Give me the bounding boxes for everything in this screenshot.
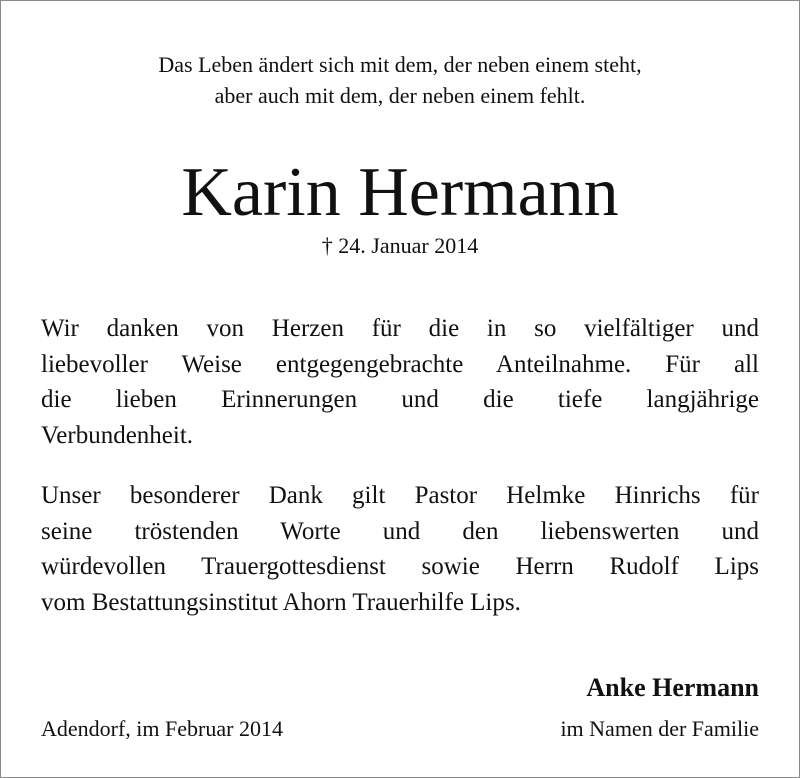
signer-name: Anke Hermann: [586, 673, 759, 702]
paragraph-line: seine tröstenden Worte und den liebenswerten und: [41, 517, 759, 545]
paragraph-line: würdevollen Trauergottesdienst sowie Herrn Rudolf Lips: [41, 553, 759, 580]
paragraph-line: Verbundenheit.: [41, 421, 194, 449]
on-behalf-of-family: im Namen der Familie: [560, 716, 759, 741]
death-date: † 24. Januar 2014: [321, 233, 479, 258]
place-and-date: Adendorf, im Februar 2014: [41, 716, 283, 741]
paragraph-line: vom Bestattungsinstitut Ahorn Trauerhilfe Lips.: [41, 588, 521, 616]
paragraph-line: liebevoller Weise entgegengebrachte Anteilnahme. Für all: [41, 350, 759, 378]
thanks-paragraph: [41, 311, 759, 453]
paragraph-line: Unser besonderer Dank gilt Pastor Helmke Hinrichs für: [41, 482, 759, 509]
special-thanks-paragraph: [41, 478, 759, 620]
motto-line-2: aber auch mit dem, der neben einem fehlt.: [214, 83, 586, 108]
deceased-name: Karin Hermann: [181, 154, 619, 231]
motto-line-1: Das Leben ändert sich mit dem, der neben einem steht,: [158, 52, 642, 77]
paragraph-line: Wir danken von Herzen für die in so vielfältiger und: [41, 315, 759, 342]
paragraph-line: die lieben Erinnerungen und die tiefe langjährige: [41, 386, 759, 413]
motto: [1, 49, 799, 111]
